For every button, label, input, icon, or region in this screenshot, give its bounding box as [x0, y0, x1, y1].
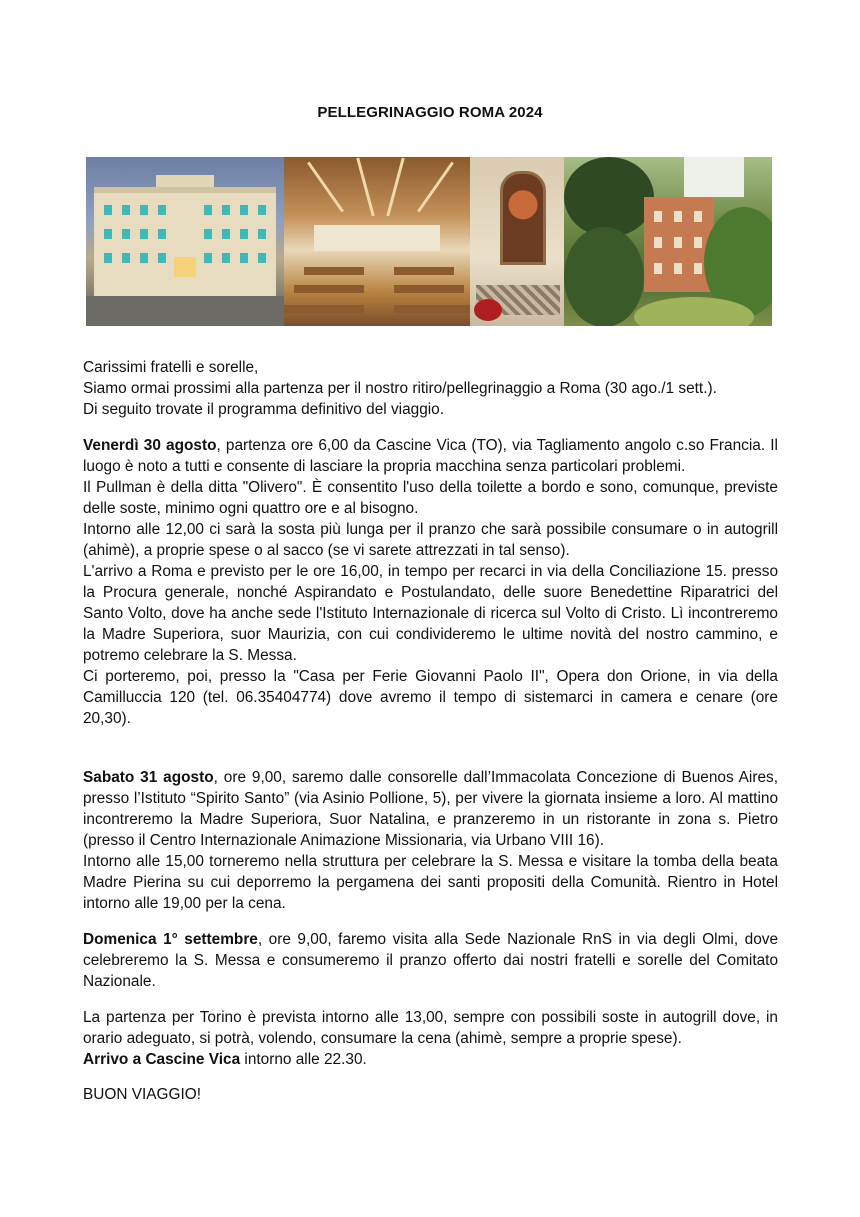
- document-title: PELLEGRINAGGIO ROMA 2024: [317, 104, 543, 121]
- greeting: Carissimi fratelli e sorelle,: [83, 359, 259, 376]
- saturday-label: Sabato 31 agosto: [83, 769, 214, 786]
- saturday-section: [83, 767, 778, 914]
- return-text-1: La partenza per Torino è prevista intorno alle 13,00, sempre con possibili soste in autogrill dove, in orario adeguato, si potrà, volendo, consumare la cena (ahimè, sempre a proprie spese).: [83, 1009, 778, 1047]
- saturday-text-2: Intorno alle 15,00 torneremo nella struttura per celebrare la S. Messa e visitare la tomba della beata Madre Pierina su cui deporremo la pergamena dei santi propositi della Comunità. Rientro in Hotel intorno alle 19,00 per la cena.: [83, 853, 778, 912]
- stained-window-photo: [470, 157, 564, 326]
- chapel-interior-photo: [284, 157, 470, 326]
- sunday-text-1: , ore 9,00, faremo visita alla Sede Nazionale RnS in via degli Olmi, dove celebreremo la S. Messa e consumeremo il pranzo offerto dai nostri fratelli e sorelle del Comitato Nazionale.: [83, 931, 779, 990]
- friday-text-5: Ci porteremo, poi, presso la "Casa per Ferie Giovanni Paolo II", Opera don Orione, in via della Camilluccia 120 (tel. 06.35404774) dove avremo il tempo di sistemarci in camera e cenare (ore 20,30).: [83, 668, 778, 727]
- sunday-label: Domenica 1° settembre: [83, 931, 258, 948]
- photo-banner: [86, 157, 772, 326]
- friday-text-2: Il Pullman è della ditta "Olivero". È consentito l'uso della toilette a bordo e sono, comunque, previste delle soste, minimo ogni quattro ore e al bisogno.: [83, 479, 778, 517]
- intro-line-1: Siamo ormai prossimi alla partenza per il nostro ritiro/pellegrinaggio a Roma (30 ago./1 sett.).: [83, 380, 717, 397]
- intro-line-2: Di seguito trovate il programma definitivo del viaggio.: [83, 401, 445, 418]
- friday-section: [83, 435, 778, 729]
- building-facade: [94, 187, 276, 303]
- building-photo: [86, 157, 284, 326]
- friday-text-3: Intorno alle 12,00 ci sarà la sosta più lunga per il pranzo che sarà possibile consumare o in autogrill (ahimè), a proprie spese o al sacco (se vi sarete attrezzati in tal senso).: [83, 521, 778, 559]
- closing: BUON VIAGGIO!: [83, 1086, 202, 1103]
- arrival-text: intorno alle 22.30.: [240, 1051, 367, 1068]
- friday-text-4: L'arrivo a Roma e previsto per le ore 16,00, in tempo per recarci in via della Conciliazione 15. presso la Procura generale, nonché Aspirandato e Postulandato, delle suore Benedettine Riparatrici del Santo Volto, dove ha anche sede l'Istituto Internazionale di ricerca sul Volto di Cristo. Lì incontreremo la Madre Superiora, suor Maurizia, con cui condivideremo le ultime novità del nostro cammino, e potremo celebrare la S. Messa.: [83, 563, 778, 664]
- garden-villa-photo: [564, 157, 772, 326]
- intro-section: [83, 357, 778, 420]
- arrival-label: Arrivo a Cascine Vica: [83, 1051, 241, 1068]
- return-section: [83, 1007, 778, 1070]
- sunday-section: [83, 929, 778, 992]
- friday-label: Venerdì 30 agosto: [83, 437, 217, 454]
- saturday-text-1: , ore 9,00, saremo dalle consorelle dall’Immacolata Concezione di Buenos Aires, presso l’Istituto “Spirito Santo” (via Asinio Pollione, 5), per vivere la giornata insieme a loro. Al mattino incontreremo la Madre Superiora, Suor Natalina, e pranzeremo in un ristorante in zona s. Pietro (presso il Centro Internazionale Animazione Missionaria, via Urbano VIII 16).: [83, 769, 779, 849]
- friday-text-1: , partenza ore 6,00 da Cascine Vica (TO), via Tagliamento angolo c.so Francia. Il luogo è noto a tutti e consente di lasciare la propria macchina senza particolari problemi.: [83, 437, 778, 475]
